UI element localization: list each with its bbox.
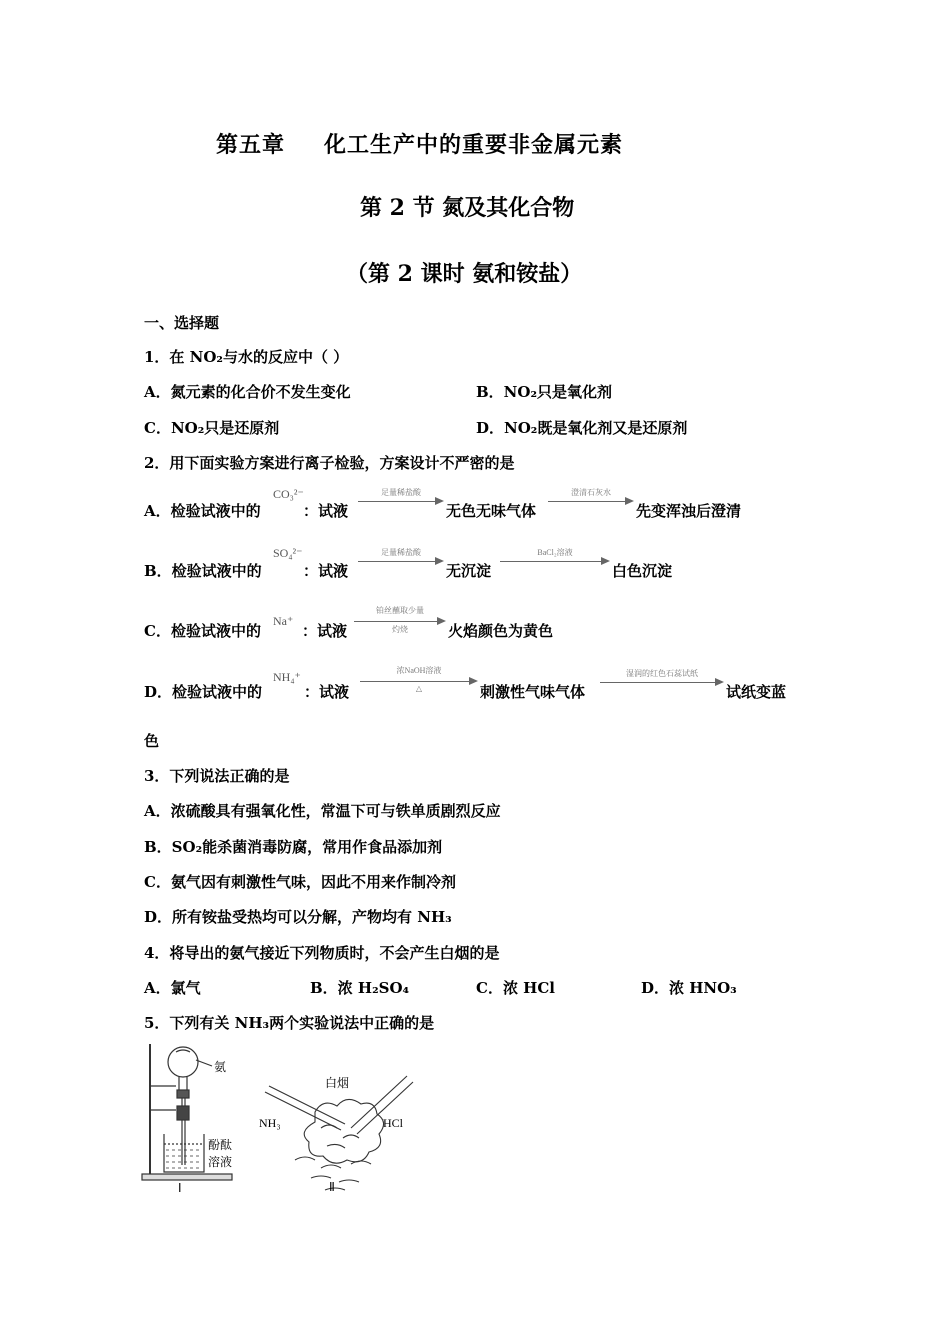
fig2-left-label: NH₃	[259, 1116, 281, 1130]
q4-option-c: C．浓 HCl	[476, 979, 555, 997]
q4-option-a: A．氯气	[144, 979, 201, 997]
figure-fountain-experiment	[140, 1040, 250, 1200]
fig2-right-label: HCl	[383, 1116, 404, 1130]
q1-option-c: C．NO₂只是还原剂	[144, 419, 280, 437]
q2-d-sample: ：试液	[304, 683, 350, 701]
q2-a-reagent2: 澄清石灰水	[571, 488, 611, 497]
q2-a-arrow2	[548, 486, 634, 516]
q1-option-b: B．NO₂只是氧化剂	[476, 383, 613, 401]
q2-a-result: 先变浑浊后澄清	[636, 502, 742, 520]
q2-d-arrow1	[360, 664, 478, 698]
q2-a-middle: 无色无味气体	[446, 502, 537, 520]
chapter-number: 第五章	[216, 132, 286, 158]
q2-c-arrow	[354, 604, 446, 638]
lesson-title: （第 2 课时 氨和铵盐）	[346, 261, 583, 287]
chapter-title: 化工生产中的重要非金属元素	[324, 132, 624, 158]
q2-d-result-wrap: 色	[144, 732, 160, 750]
q2-c-reagent1: 铂丝蘸取少量	[376, 606, 424, 615]
q2-stem: 2．用下面实验方案进行离子检验，方案设计不严密的是	[144, 454, 515, 472]
q2-d-condition: △	[415, 684, 423, 693]
q1-option-d: D．NO₂既是氧化剂又是还原剂	[476, 419, 688, 437]
fig1-caption: Ⅰ	[178, 1181, 182, 1195]
q4-stem: 4．将导出的氨气接近下列物质时，不会产生白烟的是	[144, 944, 500, 962]
q2-d-middle: 刺激性气味气体	[480, 683, 586, 701]
q2-c-ion: Na⁺	[273, 614, 294, 628]
q2-b-middle: 无沉淀	[446, 562, 492, 580]
q2-c-prefix: C．检验试液中的	[144, 622, 261, 640]
q3-option-d: D．所有铵盐受热均可以分解，产物均有 NH₃	[144, 908, 452, 926]
fig2-caption: Ⅱ	[329, 1180, 335, 1194]
q2-b-ion: SO₄²⁻	[273, 546, 303, 560]
q2-a-arrow1	[358, 486, 444, 516]
q2-c-condition: 灼烧	[392, 625, 408, 634]
q3-option-c: C．氨气因有刺激性气味，因此不用来作制冷剂	[144, 873, 456, 891]
q2-d-reagent2: 湿润的红色石蕊试纸	[626, 669, 698, 678]
fountain-apparatus-drawing	[140, 1040, 250, 1200]
q2-b-prefix: B．检验试液中的	[144, 562, 262, 580]
q3-option-a: A．浓硫酸具有强氧化性，常温下可与铁单质剧烈反应	[144, 802, 501, 820]
part-heading: 一、选择题	[144, 314, 220, 332]
q3-stem: 3．下列说法正确的是	[144, 767, 290, 785]
fig2-smoke-label: 白烟	[325, 1076, 350, 1090]
q2-d-ion: NH₄⁺	[273, 670, 301, 684]
q2-b-arrow2	[500, 546, 610, 576]
fig1-gas-label: 氨	[214, 1060, 227, 1074]
fig1-liquid-label-line1: 酚酞	[208, 1138, 233, 1152]
fig1-liquid-label-line2: 溶液	[208, 1155, 233, 1169]
q2-b-arrow1	[358, 546, 444, 576]
q2-b-reagent1: 足量稀盐酸	[381, 548, 421, 557]
figure-white-smoke	[255, 1068, 425, 1200]
q2-b-reagent2: BaCl₂溶液	[537, 548, 573, 557]
q2-a-ion: CO₃²⁻	[273, 487, 304, 501]
q2-c-sample: ：试液	[302, 622, 348, 640]
q2-d-arrow2	[600, 667, 724, 697]
q4-option-b: B．浓 H₂SO₄	[310, 979, 410, 997]
q5-stem: 5．下列有关 NH₃两个实验说法中正确的是	[144, 1014, 435, 1032]
q2-a-reagent1: 足量稀盐酸	[381, 488, 421, 497]
q1-stem: 1．在 NO₂与水的反应中（ ）	[144, 348, 349, 366]
q2-d-reagent1: 浓NaOH溶液	[396, 666, 442, 675]
q2-a-prefix: A．检验试液中的	[144, 502, 261, 520]
q2-a-sample: ：试液	[303, 502, 349, 520]
q2-b-result: 白色沉淀	[612, 562, 673, 580]
q2-c-result: 火焰颜色为黄色	[448, 622, 554, 640]
q2-b-sample: ：试液	[303, 562, 349, 580]
q4-option-d: D．浓 HNO₃	[641, 979, 737, 997]
q3-option-b: B．SO₂能杀菌消毒防腐，常用作食品添加剂	[144, 838, 443, 856]
q2-d-prefix: D．检验试液中的	[144, 683, 263, 701]
q2-d-result: 试纸变蓝	[726, 683, 787, 701]
q1-option-a: A．氮元素的化合价不发生变化	[144, 383, 351, 401]
section-title: 第 2 节 氮及其化合物	[360, 195, 575, 221]
